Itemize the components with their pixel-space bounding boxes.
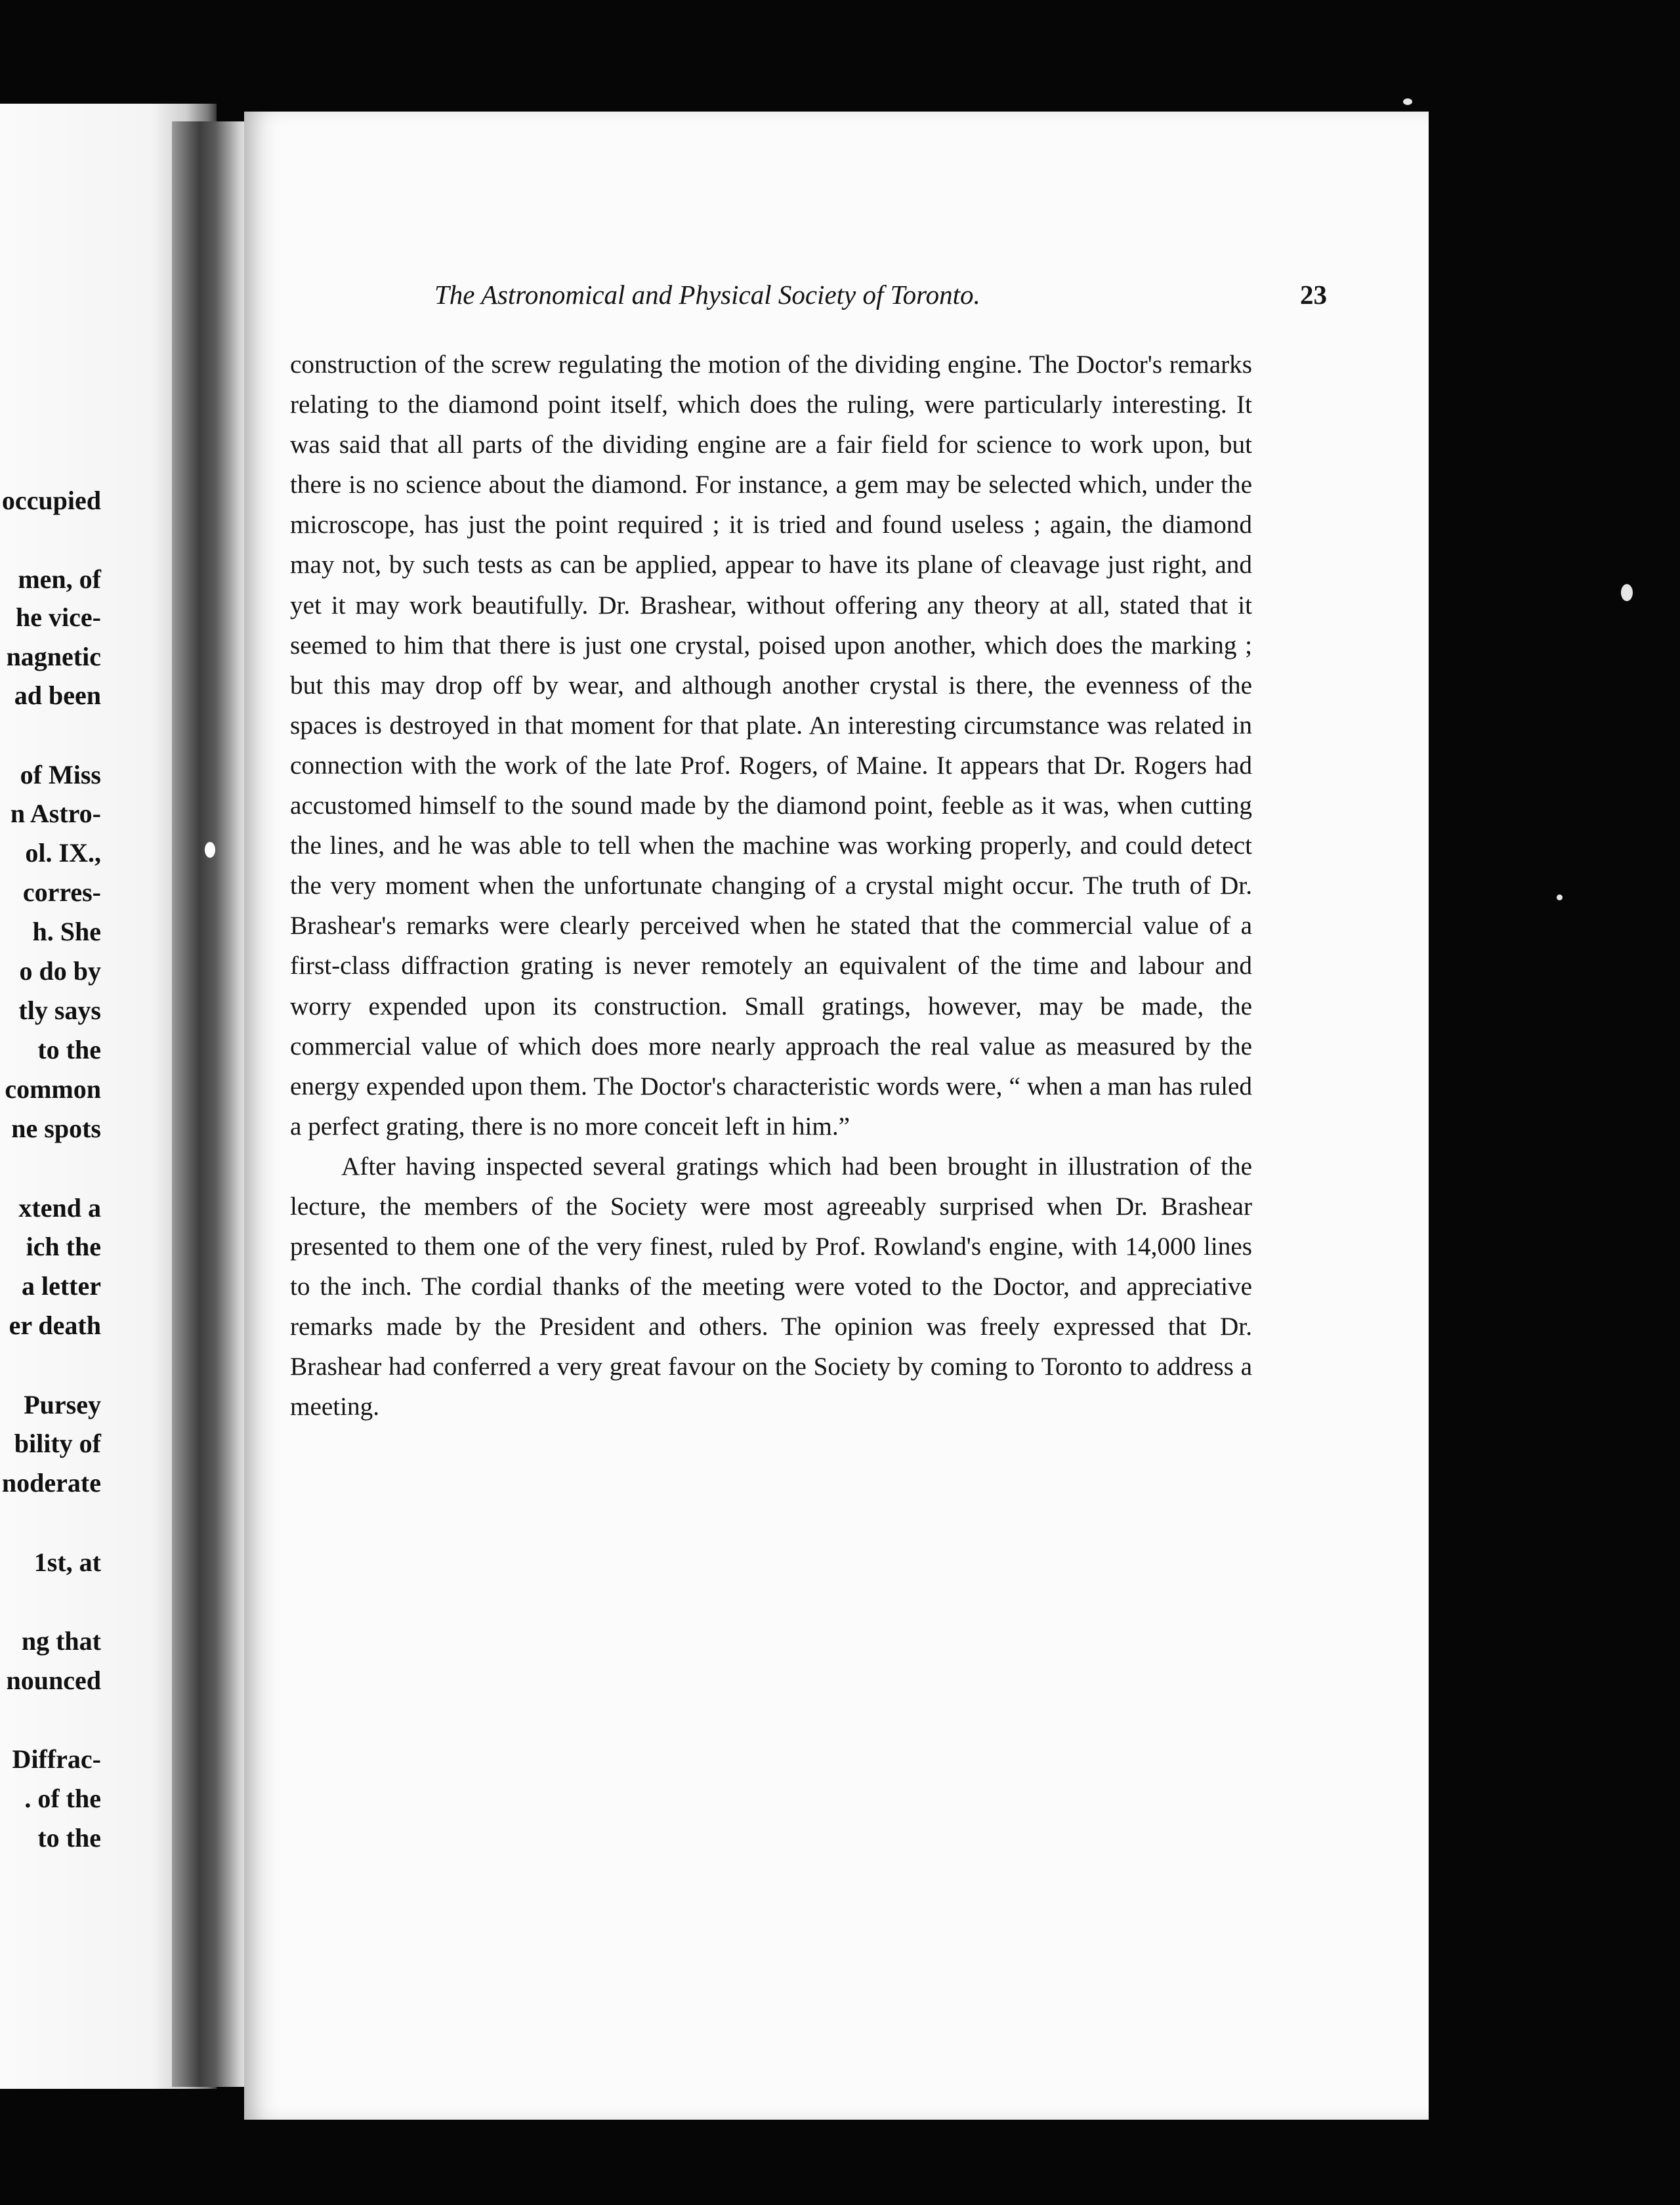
film-speck bbox=[1403, 98, 1412, 105]
left-page-line: tly says bbox=[18, 996, 101, 1025]
left-page-line: ol. IX., bbox=[25, 838, 101, 868]
left-page-line: a letter bbox=[21, 1271, 101, 1301]
left-page-line: occupied bbox=[1, 486, 101, 515]
left-page-line: common bbox=[5, 1074, 101, 1104]
film-speck bbox=[205, 842, 215, 858]
left-page-line: . of the bbox=[24, 1784, 101, 1813]
left-page-text-fragments bbox=[0, 104, 105, 2089]
left-page-line: noderate bbox=[1, 1468, 101, 1498]
left-page-line: 1st, at bbox=[33, 1547, 101, 1577]
paragraph: After having inspected several gratings which had been brought in illustration of the lecture, the members of the Society were most agreeably surprised when Dr. Brashear presented to them one of the very finest, ruled by Prof. Rowland's engine, with 14,000 lines to the inch. The cordial thanks of the meeting were voted to the Doctor, and appreciative remarks made by the President and others. The opinion was freely expressed that Dr. Brashear had conferred a very great favour on the Society by coming to Toronto to address a meeting. bbox=[290, 1152, 1252, 1421]
main-page bbox=[244, 112, 1429, 2120]
film-speck bbox=[1557, 894, 1563, 900]
left-page-line: nounced bbox=[6, 1666, 101, 1695]
left-page-line: Pursey bbox=[24, 1390, 101, 1419]
paragraph: construction of the screw regulating the motion of the dividing engine. The Doctor's remarks relating to the diamond point itself, which does the ruling, were particularly interesting. It was said that all parts of the dividing engine are a fair field for science to work upon, but there is no science about the diamond. For instance, a gem may be selected which, under the microscope, has just the point required ; it is tried and found useless ; again, the diamond may not, by such tests as can be applied, appear to have its plane of cleavage just right, and yet it may work beautifully. Dr. Brashear, without offering any theory at all, stated that it seemed to him that there is just one crystal, poised upon another, which does the marking ; but this may drop off by wear, and although another crystal is there, the evenness of the spaces is destroyed in that moment for that plate. An interesting circumstance was related in connection with the work of the late Prof. Rogers, of Maine. It appears that Dr. Rogers had accustomed himself to the sound made by the diamond point, feeble as it was, when cutting the lines, and he was able to tell when the machine was working properly, and could detect the very moment when the unfortunate changing of a crystal might occur. The truth of Dr. Brashear's remarks were clearly perceived when he stated that the commercial value of a first-class diffraction grating is never remotely an equivalent of the time and labour and worry expended upon its construction. Small gratings, however, may be made, the commercial value of which does more nearly approach the real value as measured by the energy expended upon them. The Doctor's characteristic words were, “ when a man has ruled a perfect grating, there is no more conceit left in him.” bbox=[290, 350, 1252, 1141]
body-text bbox=[290, 345, 1252, 1427]
film-speck bbox=[1621, 584, 1633, 601]
left-page-line: ng that bbox=[21, 1626, 101, 1656]
left-page-line: er death bbox=[9, 1311, 101, 1340]
left-page-line: Diffrac- bbox=[12, 1744, 101, 1774]
running-head bbox=[434, 279, 1327, 318]
left-page-line: of Miss bbox=[20, 760, 101, 789]
left-page-line: men, of bbox=[18, 564, 101, 594]
left-page-line: ich the bbox=[26, 1232, 101, 1261]
left-page-line: ne spots bbox=[11, 1114, 101, 1143]
left-page-line: nagnetic bbox=[6, 642, 101, 671]
left-page-line: corres- bbox=[22, 877, 101, 907]
left-page-line: ad been bbox=[14, 681, 101, 710]
running-title: The Astronomical and Physical Society of Toronto. bbox=[434, 280, 980, 310]
left-page-line: n Astro- bbox=[10, 799, 101, 828]
left-page-line: bility of bbox=[14, 1429, 101, 1458]
left-page-line: to the bbox=[37, 1035, 101, 1064]
page-number: 23 bbox=[1300, 280, 1327, 310]
book-gutter-shadow bbox=[172, 121, 251, 2087]
left-page-line: to the bbox=[37, 1823, 101, 1853]
left-page-line: he vice- bbox=[16, 602, 101, 632]
left-page-line: xtend a bbox=[18, 1193, 101, 1223]
left-page-line: o do by bbox=[19, 956, 101, 986]
left-page-line: h. She bbox=[32, 917, 101, 946]
